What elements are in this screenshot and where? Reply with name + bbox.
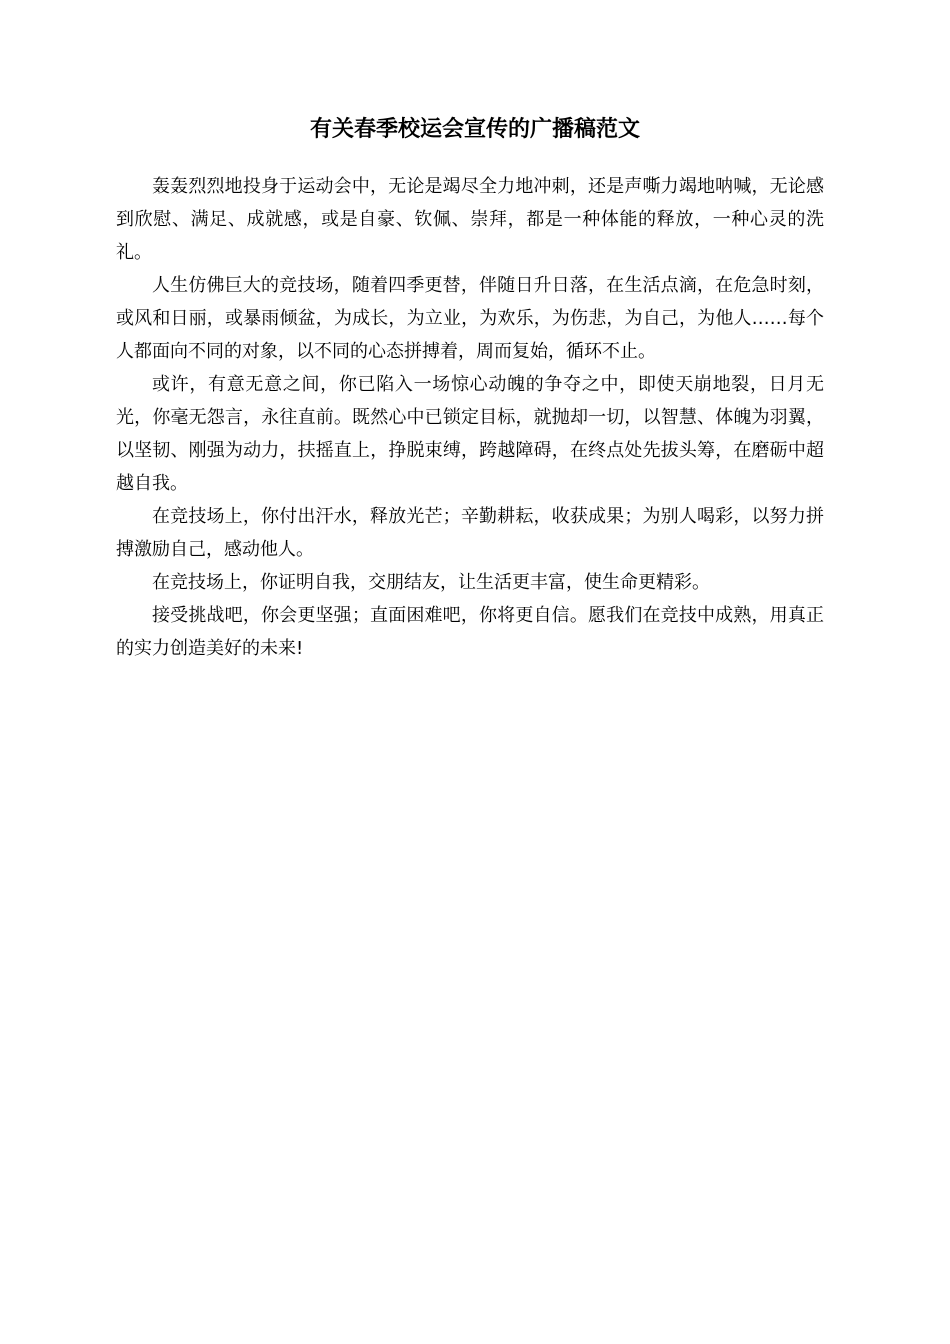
- paragraph-4: 在竞技场上，你付出汗水，释放光芒；辛勤耕耘，收获成果；为别人喝彩，以努力拼搏激励自己，感动他人。: [116, 506, 824, 560]
- document-title: 有关春季校运会宣传的广播稿范文: [309, 117, 640, 142]
- paragraph-3: 或许，有意无意之间，你已陷入一场惊心动魄的争夺之中，即使天崩地裂，日月无光，你毫无怨言，永往直前。既然心中已锁定目标，就抛却一切，以智慧、体魄为羽翼，以坚韧、刚强为动力，扶摇直上，挣脱束缚，跨越障碍，在终点处先拔头筹，在磨砺中超越自我。: [116, 374, 824, 494]
- paragraph-6: 接受挑战吧，你会更坚强；直面困难吧，你将更自信。愿我们在竞技中成熟，用真正的实力创造美好的未来!: [116, 605, 824, 659]
- paragraph-2: 人生仿佛巨大的竞技场，随着四季更替，伴随日升日落，在生活点滴，在危急时刻，或风和日丽，或暴雨倾盆，为成长，为立业，为欢乐，为伤悲，为自己，为他人……每个人都面向不同的对象，以不同的心态拼搏着，周而复始，循环不止。: [116, 275, 824, 362]
- document-body: [116, 170, 824, 665]
- paragraph-5: 在竞技场上，你证明自我，交朋结友，让生活更丰富，使生命更精彩。: [152, 572, 710, 593]
- paragraph-1: 轰轰烈烈地投身于运动会中，无论是竭尽全力地冲刺，还是声嘶力竭地呐喊，无论感到欣慰、满足、成就感，或是自豪、钦佩、崇拜，都是一种体能的释放，一种心灵的洗礼。: [116, 176, 824, 263]
